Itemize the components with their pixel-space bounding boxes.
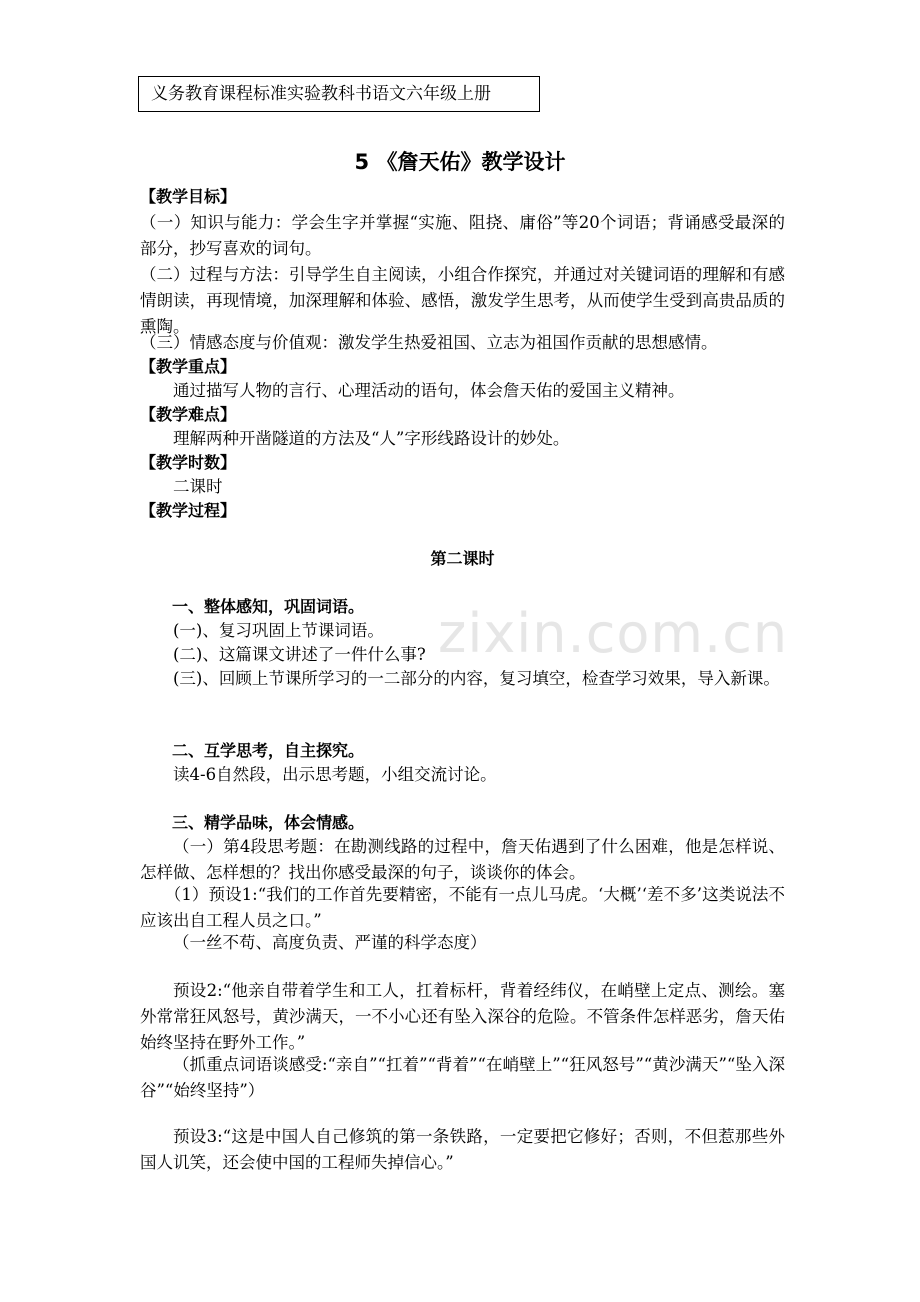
difficulties-text: 理解两种开凿隧道的方法及“人”字形线路设计的妙处。	[173, 429, 570, 448]
preset-1: （1）预设1:“我们的工作首先要精密，不能有一点儿马虎。‘大概’‘差不多’这类说法不应该出自工程人员之口。”	[140, 885, 785, 930]
part1-item-1: (一)、复习巩固上节课词语。	[173, 621, 384, 640]
objective-item-3: （三）情感态度与价值观：激发学生热爱祖国、立志为祖国作贡献的思想感情。	[140, 333, 718, 352]
process-heading: 【教学过程】	[140, 501, 237, 520]
part2-heading: 二、互学思考，自主探究。	[172, 741, 365, 760]
key-points-text: 通过描写人物的言行、心理活动的语句，体会詹天佑的爱国主义精神。	[173, 381, 685, 400]
part3-heading: 三、精学品味，体会情感。	[172, 813, 365, 832]
part1-item-2: (二)、这篇课文讲述了一件什么事?	[173, 645, 426, 664]
series-title-box: 义务教育课程标准实验教科书语文六年级上册	[138, 76, 540, 112]
objective-item-1: （一）知识与能力：学会生字并掌握“实施、阻挠、庸俗”等20个词语；背诵感受最深的部分，抄写喜欢的词句。	[140, 213, 785, 258]
doc-title: 5 《詹天佑》教学设计	[354, 150, 566, 174]
preset-2-note: （抓重点词语谈感受:“亲自”“扛着”“背着”“在峭壁上”“狂风怒号”“黄沙满天”“坠入深谷”“始终坚持”）	[140, 1055, 785, 1100]
part2-text: 读4-6自然段，出示思考题，小组交流讨论。	[173, 765, 497, 784]
watermark: zixin.com.cn	[438, 602, 789, 665]
part1-heading: 一、整体感知，巩固词语。	[172, 597, 365, 616]
periods-text: 二课时	[173, 477, 223, 496]
preset-2: 预设2:“他亲自带着学生和工人，扛着标杆，背着经纬仪，在峭壁上定点、测绘。塞外常常狂风怒号，黄沙满天，一不小心还有坠入深谷的危险。不管条件怎样恶劣，詹天佑始终坚持在野外工作。”	[140, 981, 785, 1052]
key-points-heading: 【教学重点】	[140, 357, 237, 376]
part3-question-1: （一）第4段思考题：在勘测线路的过程中，詹天佑遇到了什么困难，他是怎样说、怎样做、怎样想的？找出你感受最深的句子，谈谈你的体会。	[140, 837, 785, 882]
difficulties-heading: 【教学难点】	[140, 405, 237, 424]
objective-item-2: （二）过程与方法：引导学生自主阅读，小组合作探究，并通过对关键词语的理解和有感情朗读，再现情境，加深理解和体验、感悟，激发学生思考，从而使学生受到高贵品质的熏陶。	[140, 265, 785, 336]
lesson-title: 第二课时	[430, 549, 495, 568]
preset-1-note: （一丝不苟、高度负责、严谨的科学态度）	[173, 933, 487, 952]
periods-heading: 【教学时数】	[140, 453, 237, 472]
preset-3: 预设3:“这是中国人自己修筑的第一条铁路，一定要把它修好；否则，不但惹那些外国人讥笑，还会使中国的工程师失掉信心。”	[140, 1127, 785, 1172]
objectives-heading: 【教学目标】	[140, 187, 237, 206]
part1-item-3: (三)、回顾上节课所学习的一二部分的内容，复习填空，检查学习效果，导入新课。	[173, 669, 780, 688]
